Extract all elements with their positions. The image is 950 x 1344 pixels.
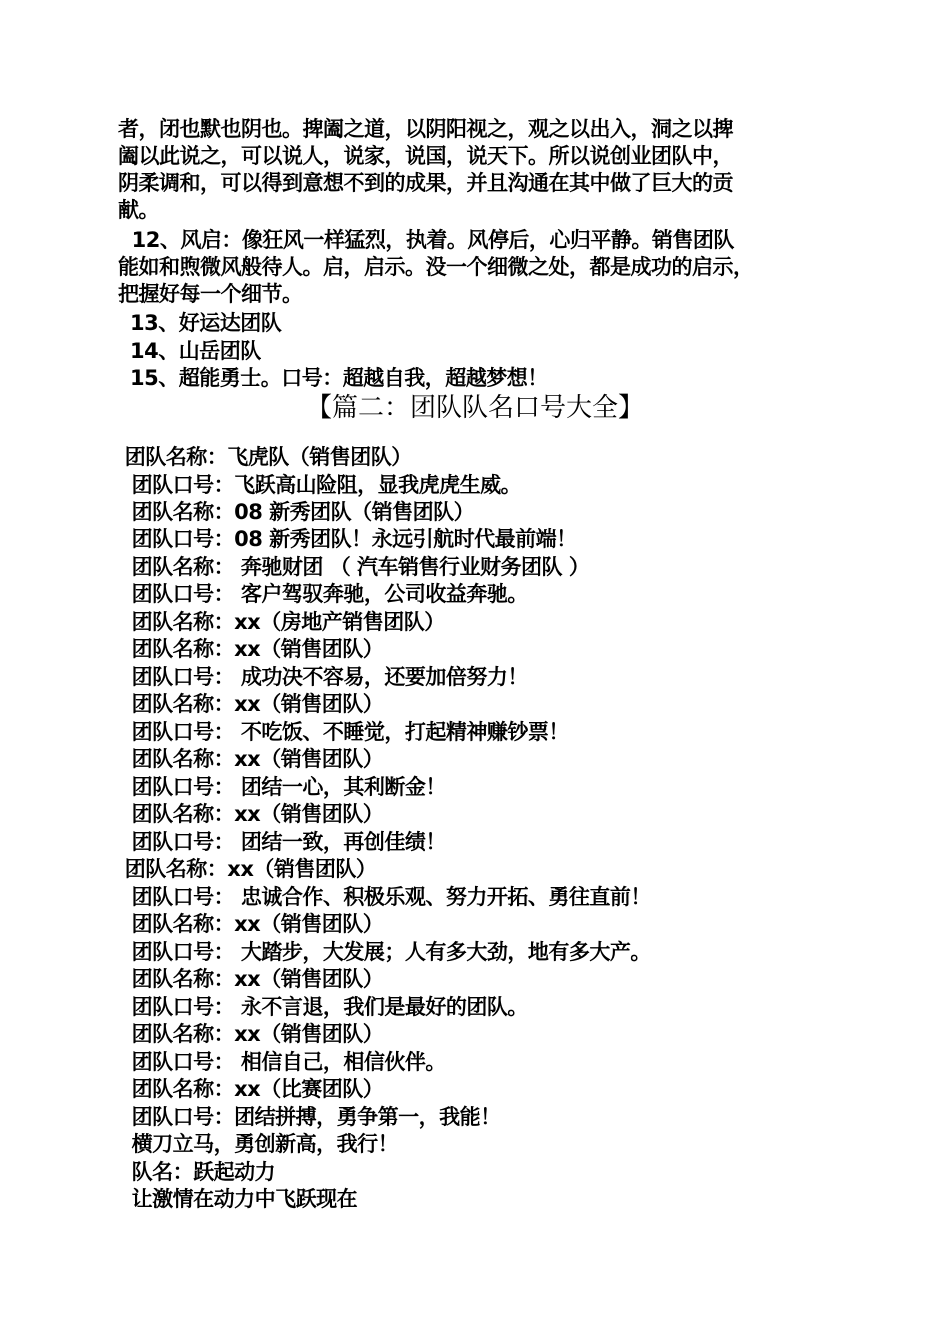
- list-item: 团队名称： 奔驰财团 （ 汽车销售行业财务团队 ）: [118, 555, 590, 579]
- list-item: 团队口号： 相信自己，相信伙伴。: [118, 1050, 446, 1074]
- list-item: 团队口号： 客户驾驭奔驰，公司收益奔驰。: [118, 582, 528, 606]
- list-item: 团队名称：xx（销售团队）: [118, 857, 377, 881]
- list-item: 团队名称：08 新秀团队（销售团队）: [118, 500, 475, 524]
- list-item: 团队名称：xx（销售团队）: [118, 967, 384, 991]
- paragraph-line: 能如和煦微风般待人。启，启示。没一个细微之处，都是成功的启示，: [118, 255, 754, 279]
- section-heading: 【篇二：团队队名口号大全】: [305, 393, 644, 423]
- list-item: 团队名称：xx（销售团队）: [118, 1022, 384, 1046]
- list-item: 团队口号： 忠诚合作、积极乐观、努力开拓、勇往直前！: [118, 885, 651, 909]
- list-item: 14、山岳团队: [130, 339, 261, 363]
- paragraph-line: 12、风启：像狂风一样猛烈，执着。风停后，心归平静。销售团队: [118, 228, 734, 252]
- list-item: 团队名称：xx（比赛团队）: [118, 1077, 384, 1101]
- paragraph-line: 者，闭也默也阴也。捭阖之道，以阴阳视之，观之以出入，洞之以捭: [118, 117, 733, 141]
- list-item: 团队名称：飞虎队（销售团队）: [118, 445, 412, 469]
- list-item: 团队名称：xx（销售团队）: [118, 747, 384, 771]
- list-item: 让激情在动力中飞跃现在: [118, 1187, 358, 1211]
- list-item: 团队口号：飞跃高山险阻，显我虎虎生威。: [118, 473, 522, 497]
- list-item: 团队口号： 永不言退，我们是最好的团队。: [118, 995, 528, 1019]
- list-item: 队名：跃起动力: [118, 1160, 276, 1184]
- list-item: 团队口号： 不吃饭、不睡觉，打起精神赚钞票！: [118, 720, 569, 744]
- list-item: 团队口号： 大踏步，大发展；人有多大劲，地有多大产。: [118, 940, 651, 964]
- list-item: 15、超能勇士。口号：超越自我，超越梦想！: [130, 366, 548, 390]
- list-item: 横刀立马，勇创新高，我行！: [118, 1132, 399, 1156]
- list-item: 团队口号：08 新秀团队！永远引航时代最前端！: [118, 527, 577, 551]
- list-item: 团队口号： 团结一心，其利断金！: [118, 775, 446, 799]
- paragraph-line: 阖以此说之，可以说人，说家，说国，说天下。所以说创业团队中，: [118, 144, 733, 168]
- paragraph-line: 献。: [118, 198, 159, 222]
- list-item: 13、好运达团队: [130, 311, 282, 335]
- list-item: 团队名称：xx（房地产销售团队）: [118, 610, 445, 634]
- paragraph-line: 阴柔调和，可以得到意想不到的成果，并且沟通在其中做了巨大的贡: [118, 171, 733, 195]
- list-item: 团队名称：xx（销售团队）: [118, 692, 384, 716]
- list-item: 团队口号：团结拼搏，勇争第一，我能！: [118, 1105, 501, 1129]
- list-item: 团队名称：xx（销售团队）: [118, 802, 384, 826]
- paragraph-line: 把握好每一个细节。: [118, 282, 303, 306]
- list-item: 团队名称：xx（销售团队）: [118, 637, 384, 661]
- list-item: 团队名称：xx（销售团队）: [118, 912, 384, 936]
- list-item: 团队口号： 成功决不容易，还要加倍努力！: [118, 665, 528, 689]
- list-item: 团队口号： 团结一致，再创佳绩！: [118, 830, 446, 854]
